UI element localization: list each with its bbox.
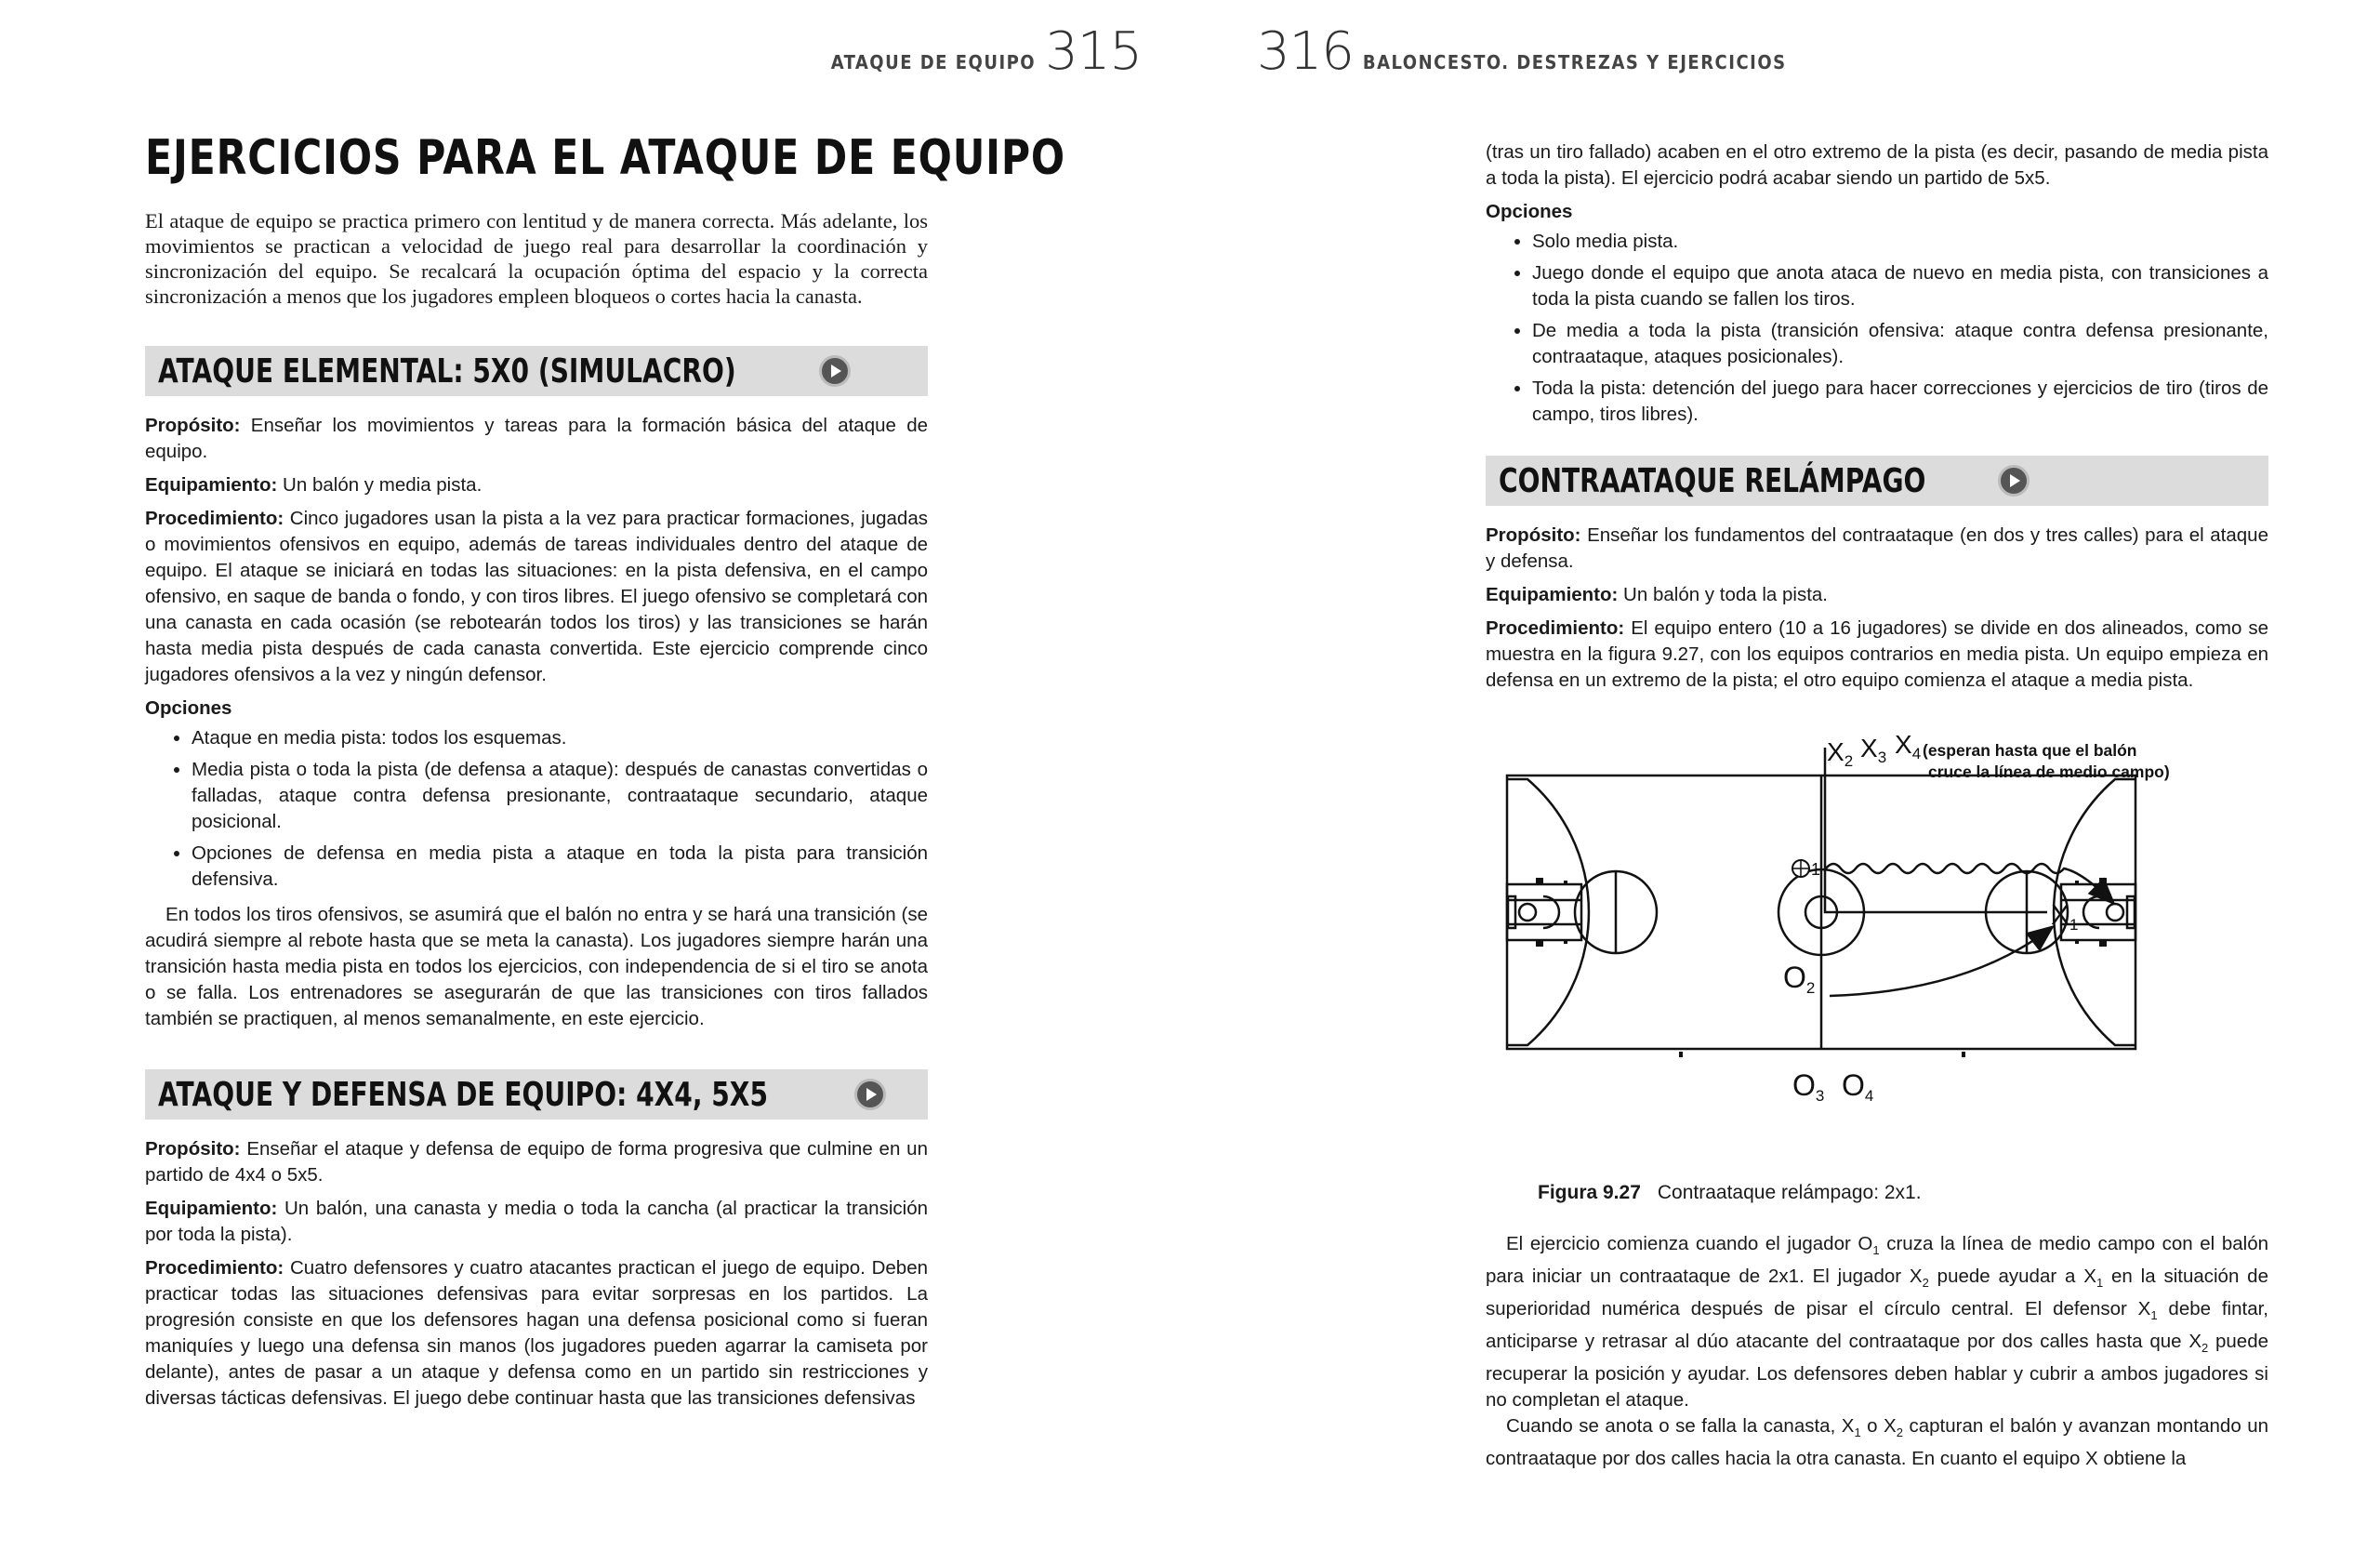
procedimiento-label: Procedimiento: bbox=[145, 1257, 284, 1279]
proposito-label: Propósito: bbox=[145, 415, 241, 436]
intro-paragraph: El ataque de equipo se practica primero con lentitud y de manera correcta. Más adelante, los movimientos se practican a velocidad de juego real para desarrollar la coordinación y sincronización del equipo. Se recalcará la ocupación óptima del espacio y la correcta sincronización a menos que los jugadores empleen bloqueos o cortes hacia la canasta. bbox=[145, 209, 928, 308]
left-basket-icon bbox=[1519, 904, 1536, 921]
player-x2: $X_2$ bbox=[1827, 737, 1854, 770]
player-x4: $X_4$ bbox=[1895, 730, 1922, 762]
ball-icon bbox=[1792, 860, 1809, 877]
page-number-left: 315 bbox=[1045, 21, 1142, 82]
list-item: • Solo media pista. bbox=[1532, 229, 2268, 255]
procedimiento-label: Procedimiento: bbox=[1486, 617, 1625, 639]
section-title: ATAQUE Y DEFENSA DE EQUIPO: 4X4, 5X5 bbox=[158, 1075, 769, 1114]
running-head-book-title: BALONCESTO. DESTREZAS Y EJERCICIOS bbox=[1362, 51, 1787, 73]
note-line-2: cruce la línea de medio campo) bbox=[1928, 762, 2170, 781]
play-video-icon[interactable] bbox=[1998, 465, 2030, 497]
player-o4: O4 bbox=[1842, 1068, 1874, 1105]
proposito-text: Enseñar los fundamentos del contraataque (en dos y tres calles) para el ataque y defensa. bbox=[1486, 524, 2268, 572]
play-video-icon[interactable] bbox=[819, 355, 851, 387]
equipamiento-paragraph bbox=[145, 472, 928, 498]
equipamiento-label: Equipamiento: bbox=[1486, 584, 1619, 605]
o2-cut-path bbox=[1830, 928, 2051, 996]
proposito-label: Propósito: bbox=[145, 1138, 241, 1160]
procedimiento-paragraph bbox=[145, 506, 928, 688]
section-title: CONTRAATAQUE RELÁMPAGO bbox=[1499, 461, 1926, 500]
left-column bbox=[145, 130, 1065, 1412]
running-head-left bbox=[830, 21, 1142, 82]
opciones-list bbox=[145, 725, 928, 893]
opciones-heading: Opciones bbox=[1486, 201, 1573, 222]
running-head-section: ATAQUE DE EQUIPO bbox=[830, 51, 1037, 73]
figure-caption bbox=[1486, 1182, 1922, 1204]
running-head-right bbox=[1257, 21, 1787, 82]
player-o2: O2 bbox=[1783, 961, 1816, 997]
proposito-paragraph bbox=[1486, 523, 2268, 575]
court-diagram-figure bbox=[1486, 712, 2268, 1214]
player-x3: $X_3$ bbox=[1860, 734, 1887, 766]
list-item: • Opciones de defensa en media pista a ataque en toda la pista para transición defensiva. bbox=[192, 841, 928, 893]
continued-paragraph: (tras un tiro fallado) acaben en el otro extremo de la pista (es decir, pasando de media pista a toda la pista). El ejercicio podrá acabar siendo un partido de 5x5. bbox=[1486, 141, 2268, 189]
procedimiento-text: Cinco jugadores usan la pista a la vez para practicar formaciones, jugadas o movimientos ofensivos en equipo, además de tareas individuales dentro del ataque de equipo. El ataque se iniciará en todas las situaciones: en la pista defensiva, en el campo ofensivo, en saque de banda o fondo, y con tiros libres. El juego ofensivo se completará con una canasta en cada ocasión (se rebotearán todos los tiros) y las transiciones se harán hasta media pista después de cada canasta convertida. Este ejercicio comprende cinco jugadores ofensivos a la vez y ningún defensor. bbox=[145, 508, 928, 685]
equipamiento-label: Equipamiento: bbox=[145, 1198, 278, 1219]
right-page bbox=[1190, 0, 2380, 1551]
proposito-text: Enseñar los movimientos y tareas para la formación básica del ataque de equipo. bbox=[145, 415, 928, 462]
right-column bbox=[1486, 139, 2268, 1472]
figure-number: Figura 9.27 bbox=[1538, 1182, 1641, 1203]
section-header-contraataque bbox=[1486, 456, 2268, 506]
section-title: ATAQUE ELEMENTAL: 5X0 (SIMULACRO) bbox=[158, 351, 736, 391]
proposito-paragraph bbox=[145, 413, 928, 465]
opciones-list bbox=[1486, 229, 2268, 428]
list-item: • Media pista o toda la pista (de defensa a ataque): después de canastas convertidas o falladas, ataque contra defensa presionante, contraataque secundario, ataque posicional. bbox=[192, 757, 928, 835]
equipamiento-paragraph bbox=[1486, 582, 2268, 608]
list-item: • De media a toda la pista (transición ofensiva: ataque contra defensa presionante, contraataque, ataques posicionales). bbox=[1532, 318, 2268, 370]
page-title: EJERCICIOS PARA EL ATAQUE DE EQUIPO bbox=[145, 130, 1065, 186]
note-line-1: (esperan hasta que el balón bbox=[1923, 741, 2137, 760]
procedimiento-text: Cuatro defensores y cuatro atacantes practican el juego de equipo. Deben practicar todas las situaciones defensivas para evitar sorpresas en los partidos. La progresión consiste en que los defensores hagan una defensa posicional como si fueran maniquíes y luego una defensa sin manos (los jugadores pueden agarrar la camiseta por delante), antes de pasar a un ataque y defensa como en un partido sin restricciones y diversas tácticas defensivas. El juego debe continuar hasta que las transiciones defensivas bbox=[145, 1257, 928, 1409]
procedimiento-text: El equipo entero (10 a 16 jugadores) se divide en dos alineados, como se muestra en la figura 9.27, con los equipos contrarios en media pista. Un equipo empieza en defensa en un extremo de la pista; el otro equipo comienza el ataque a media pista. bbox=[1486, 617, 2268, 691]
equipamiento-text: Un balón, una canasta y media o toda la cancha (al practicar la transición por toda la pista). bbox=[145, 1198, 928, 1245]
opciones-heading: Opciones bbox=[145, 697, 232, 719]
proposito-paragraph bbox=[145, 1136, 928, 1188]
right-basket-icon bbox=[2107, 904, 2123, 921]
procedimiento-paragraph bbox=[1486, 616, 2268, 694]
proposito-text: Enseñar el ataque y defensa de equipo de forma progresiva que culmine en un partido de 4x4 o 5x5. bbox=[145, 1138, 928, 1186]
closing-paragraph: En todos los tiros ofensivos, se asumirá que el balón no entra y se hará una transición (se acudirá siempre al rebote hasta que se meta la canasta). Los jugadores siempre harán una transición hasta media pista en todos los ejercicios, con independencia de si el tiro se anota o se falla. Los entrenadores se asegurarán de que las transiciones con tiros fallados también se practiquen, al menos semanalmente, en este ejercicio. bbox=[145, 904, 928, 1029]
proposito-label: Propósito: bbox=[1486, 524, 1581, 546]
equipamiento-text: Un balón y toda la pista. bbox=[1618, 584, 1828, 605]
list-item: • Toda la pista: detención del juego para hacer correcciones y ejercicios de tiro (tiros de campo, tiros libres). bbox=[1532, 376, 2268, 428]
court-diagram bbox=[1486, 712, 2268, 1214]
player-o1-sub: 1 bbox=[1811, 860, 1821, 879]
section-header-ataque-defensa bbox=[145, 1069, 928, 1120]
equipamiento-label: Equipamiento: bbox=[145, 474, 278, 496]
page-number-right: 316 bbox=[1257, 21, 1354, 82]
procedimiento-paragraph bbox=[145, 1255, 928, 1412]
play-video-icon[interactable] bbox=[854, 1079, 886, 1110]
player-o3: O3 bbox=[1792, 1068, 1825, 1105]
list-item: • Ataque en media pista: todos los esquemas. bbox=[192, 725, 928, 751]
section-header-ataque-elemental bbox=[145, 346, 928, 396]
body-paragraph-2: Cuando se anota o se falla la canasta, $X_1$ o $X_2$ capturan el balón y avanzan montando un contraataque por dos calles hacia la otra canasta. En cuanto el equipo X obtiene la bbox=[1486, 1415, 2269, 1470]
player-x1: $X_1$ bbox=[2051, 900, 2079, 934]
figure-caption-text: Contraataque relámpago: 2x1. bbox=[1657, 1182, 1922, 1203]
list-item: • Juego donde el equipo que anota ataca de nuevo en media pista, con transiciones a toda la pista cuando se fallen los tiros. bbox=[1532, 260, 2268, 312]
body-paragraph-1: El ejercicio comienza cuando el jugador $O_1$ cruza la línea de medio campo con el balón para iniciar un contraataque de 2x1. El jugador $X_2$ puede ayudar a $X_1$ en la situación de superioridad numérica después de pisar el círculo central. El defensor $X_1$ debe fintar, anticiparse y retrasar al dúo atacante del contraataque por dos calles hasta que $X_2$ puede recuperar la posición y ayudar. Los defensores deben hablar y cubrir a ambos jugadores si no completan el ataque. bbox=[1486, 1233, 2269, 1412]
equipamiento-paragraph bbox=[145, 1196, 928, 1248]
equipamiento-text: Un balón y media pista. bbox=[277, 474, 483, 496]
procedimiento-label: Procedimiento: bbox=[145, 508, 284, 529]
dribble-path bbox=[1826, 864, 2112, 902]
